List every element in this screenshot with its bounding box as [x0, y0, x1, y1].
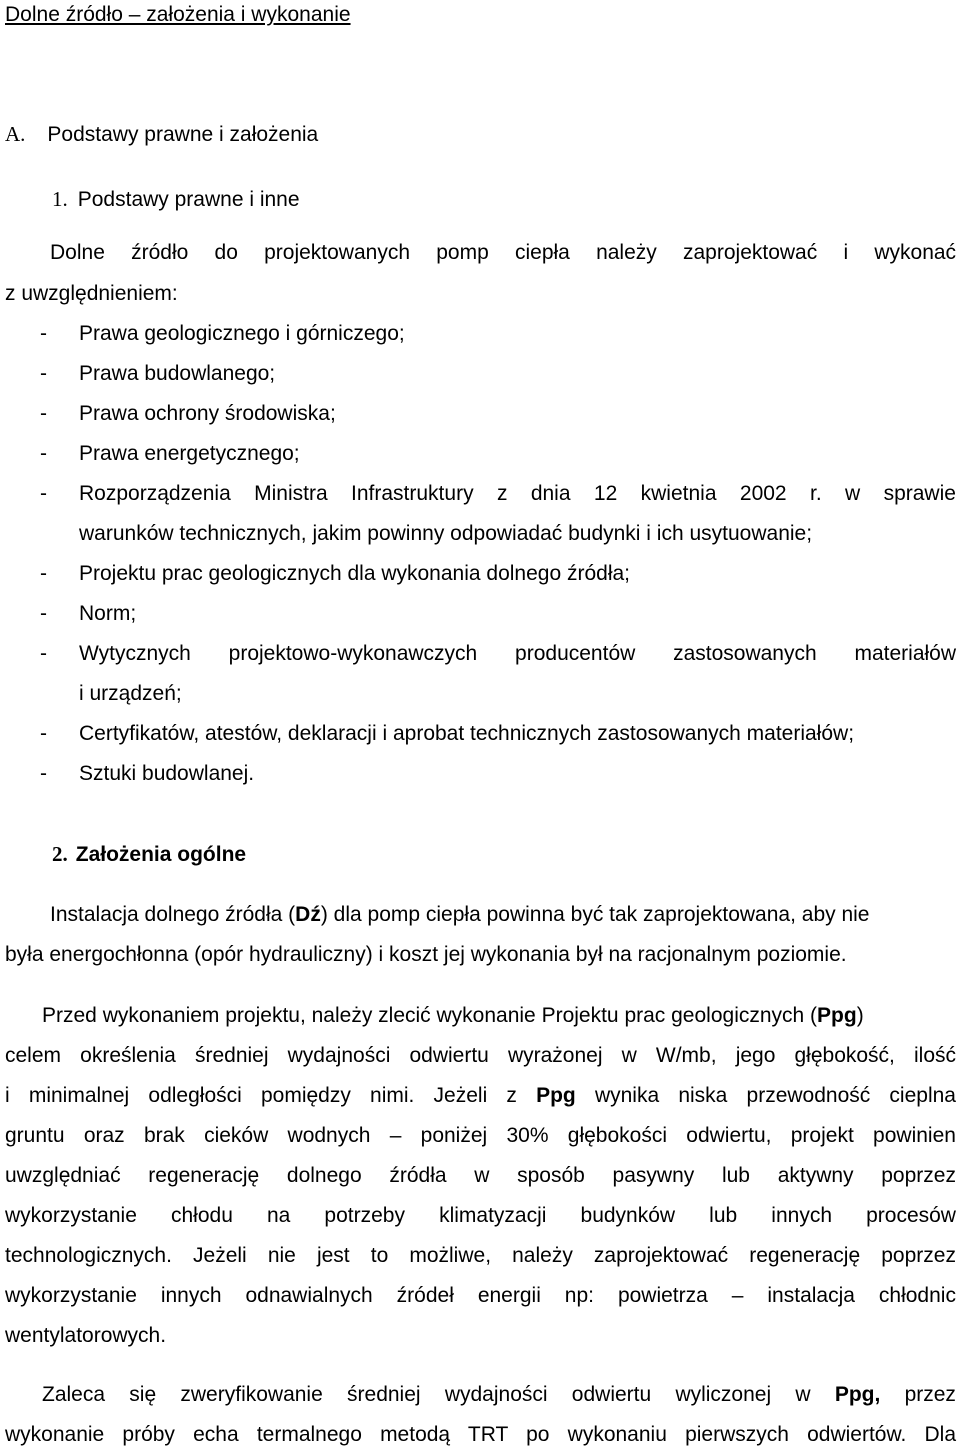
text-word: uwzględniać — [5, 1164, 121, 1187]
text-word: wykonanie — [5, 1423, 105, 1446]
text-word: Ministra — [254, 482, 328, 505]
text-word: należy — [512, 1244, 573, 1267]
paragraph-line — [5, 1422, 956, 1448]
text-word: np: — [564, 1284, 594, 1307]
text-word: projekt — [790, 1124, 854, 1147]
text-word: wyliczonej — [675, 1383, 772, 1406]
text-word: cieplna — [889, 1084, 956, 1107]
text-word: odwiertu, — [686, 1124, 772, 1147]
paragraph-line — [42, 1382, 956, 1408]
list-item-text-line-2: i urządzeń; — [79, 682, 182, 705]
text-word: średniej — [347, 1383, 421, 1406]
text-word: termalnego — [256, 1423, 362, 1446]
list-dash: - — [40, 562, 47, 585]
text-word: jego — [735, 1044, 776, 1067]
text-word: cieków — [204, 1124, 269, 1147]
text-word: regenerację — [749, 1244, 861, 1267]
text-word: wykonaniu — [567, 1423, 667, 1446]
list-item-text: Projektu prac geologicznych dla wykonania dolnego źródła; — [79, 562, 631, 585]
text-word: z — [496, 482, 508, 505]
text-word: z — [506, 1084, 517, 1107]
text-word: jest — [316, 1244, 350, 1267]
text-word: nie — [267, 1244, 296, 1267]
text-word: poprzez — [881, 1164, 956, 1187]
document-title: Dolne źródło – założenia i wykonanie — [5, 3, 351, 26]
text-word: Zaleca — [42, 1383, 106, 1406]
text-word: należy — [596, 241, 657, 264]
list-dash: - — [40, 762, 47, 785]
text-word: zastosowanych — [673, 642, 817, 665]
text-word: się — [129, 1383, 157, 1406]
text-word: chłodu — [170, 1204, 233, 1227]
subsection-1-heading — [52, 186, 300, 213]
text-word: i — [843, 241, 849, 264]
text-run-bold: Ppg — [817, 1004, 857, 1027]
list-dash: - — [40, 642, 47, 665]
text-word: ciepła — [514, 241, 570, 264]
list-item-text: Sztuki budowlanej. — [79, 762, 255, 785]
paragraph-line — [42, 1003, 864, 1029]
list-dash: - — [40, 602, 47, 625]
text-word: celem — [5, 1044, 62, 1067]
text-word: odnawialnych — [245, 1284, 373, 1307]
paragraph-line: wentylatorowych. — [5, 1324, 167, 1347]
text-word: wykonać — [874, 241, 957, 264]
list-item-text: Prawa ochrony środowiska; — [79, 402, 336, 425]
text-word: wykorzystanie — [5, 1284, 137, 1307]
list-dash: - — [40, 402, 47, 425]
paragraph-line — [5, 1283, 956, 1309]
text-word: echa — [193, 1423, 239, 1446]
text-word: źródło — [131, 241, 189, 264]
text-word: Jeżeli — [433, 1084, 488, 1107]
text-word: Rozporządzenia — [79, 482, 231, 505]
text-run: Instalacja dolnego źródła ( — [50, 903, 296, 926]
section-a-heading — [5, 121, 318, 148]
list-dash: - — [40, 482, 47, 505]
list-dash: - — [40, 722, 47, 745]
text-word: niska — [678, 1084, 728, 1107]
text-word: energii — [477, 1284, 541, 1307]
list-dash: - — [40, 362, 47, 385]
text-word: minimalnej — [28, 1084, 130, 1107]
text-word: wynika — [594, 1084, 660, 1107]
paragraph-line — [5, 1043, 956, 1069]
text-word: r. — [809, 482, 822, 505]
text-word: poprzez — [881, 1244, 956, 1267]
subsection-1-number: 1. — [52, 187, 68, 211]
text-word: Dolne — [50, 241, 105, 264]
list-item-text-line-1 — [79, 481, 956, 507]
text-word: 12 — [593, 482, 618, 505]
text-word: wyrażonej — [507, 1044, 603, 1067]
text-word: ilość — [914, 1044, 957, 1067]
text-word: wydajności — [287, 1044, 391, 1067]
text-word: materiałów — [854, 642, 957, 665]
text-word: w — [474, 1164, 490, 1187]
text-word: zweryfikowanie — [180, 1383, 323, 1406]
paragraph-line — [5, 1243, 956, 1269]
text-word: zaprojektować — [683, 241, 818, 264]
text-word: chłodnic — [878, 1284, 956, 1307]
text-word: sposób — [517, 1164, 585, 1187]
text-word: nimi. — [370, 1084, 415, 1107]
text-word: wodnych — [287, 1124, 371, 1147]
subsection-2-title: Założenia ogólne — [75, 843, 247, 866]
subsection-2-heading — [52, 841, 246, 868]
paragraph-line — [5, 1123, 956, 1149]
text-word: na — [266, 1204, 291, 1227]
text-word: projektowo-wykonawczych — [228, 642, 478, 665]
text-word: brak — [143, 1124, 185, 1147]
section-a-title: Podstawy prawne i założenia — [47, 123, 319, 146]
text-word: procesów — [866, 1204, 956, 1227]
text-word: gruntu — [5, 1124, 65, 1147]
text-word: wykorzystanie — [5, 1204, 137, 1227]
text-word: klimatyzacji — [439, 1204, 547, 1227]
intro-line-2: z uwzględnieniem: — [5, 282, 178, 305]
text-word: pierwszych — [685, 1423, 789, 1446]
text-word: 30% — [506, 1124, 549, 1147]
text-word: odwiertów. — [807, 1423, 907, 1446]
text-word: średniej — [194, 1044, 269, 1067]
text-word: sprawie — [883, 482, 956, 505]
paragraph-line — [5, 1163, 956, 1189]
text-word: głębokość, — [794, 1044, 895, 1067]
text-word: TRT — [467, 1423, 508, 1446]
text-word: odległości — [148, 1084, 242, 1107]
text-word: poniżej — [420, 1124, 488, 1147]
text-word: i — [5, 1084, 10, 1107]
text-word: technologicznych. — [5, 1244, 172, 1267]
text-word: 2002 — [739, 482, 787, 505]
text-word: Dla — [924, 1423, 957, 1446]
text-word: W/mb, — [655, 1044, 717, 1067]
text-word: aktywny — [777, 1164, 854, 1187]
text-word: pomiędzy — [260, 1084, 351, 1107]
text-word: Jeżeli — [193, 1244, 247, 1267]
text-word: – — [731, 1284, 744, 1307]
text-word: zaprojektować — [593, 1244, 729, 1267]
paragraph-line — [5, 1203, 956, 1229]
text-word: regenerację — [148, 1164, 260, 1187]
text-word: dolnego — [286, 1164, 362, 1187]
text-word-bold: Ppg, — [834, 1383, 881, 1406]
text-word: przez — [904, 1383, 956, 1406]
text-run-bold: Dź — [295, 903, 321, 926]
text-word: innych — [771, 1204, 832, 1227]
text-word: metodą — [380, 1423, 451, 1446]
text-word: projektowanych — [264, 241, 411, 264]
text-word: potrzeby — [324, 1204, 405, 1227]
text-run: ) — [856, 1004, 864, 1027]
text-word: instalacja — [767, 1284, 855, 1307]
text-word: odwiertu — [571, 1383, 652, 1406]
text-word-bold: Ppg — [536, 1084, 576, 1107]
text-word: określenia — [80, 1044, 176, 1067]
section-a-letter: A. — [5, 122, 26, 146]
text-word: lub — [709, 1204, 738, 1227]
paragraph-line — [50, 902, 869, 928]
list-item-text-line-2: warunków technicznych, jakim powinny odpowiadać budynki i ich usytuowanie; — [79, 522, 813, 545]
text-word: Wytycznych — [79, 642, 191, 665]
list-item-text: Prawa geologicznego i górniczego; — [79, 322, 405, 345]
text-word: źródeł — [396, 1284, 454, 1307]
subsection-2-number: 2. — [52, 842, 68, 866]
intro-line-1 — [50, 240, 956, 266]
text-word: głębokości — [567, 1124, 667, 1147]
text-word: oraz — [83, 1124, 125, 1147]
text-word: wydajności — [444, 1383, 548, 1406]
list-item-text: Norm; — [79, 602, 137, 625]
text-word: możliwe, — [409, 1244, 492, 1267]
text-word: kwietnia — [640, 482, 717, 505]
paragraph-line: była energochłonna (opór hydrauliczny) i koszt jej wykonania był na racjonalnym poziomie. — [5, 943, 847, 966]
text-run: Przed wykonaniem projektu, należy zlecić wykonanie Projektu prac geologicznych ( — [42, 1004, 818, 1027]
list-item-text-line-1 — [79, 641, 956, 667]
text-word: odwiertu — [409, 1044, 489, 1067]
text-word: powietrza — [617, 1284, 708, 1307]
text-word: budynków — [580, 1204, 676, 1227]
paragraph-line — [5, 1083, 956, 1109]
text-word: dnia — [530, 482, 571, 505]
text-word: pomp — [436, 241, 489, 264]
text-word: powinien — [873, 1124, 956, 1147]
text-word: – — [389, 1124, 402, 1147]
list-item-text: Prawa budowlanego; — [79, 362, 276, 385]
text-word: lub — [721, 1164, 750, 1187]
text-run: ) dla pomp ciepła powinna być tak zaprojektowana, aby nie — [320, 903, 870, 926]
list-item-text: Certyfikatów, atestów, deklaracji i aprobat technicznych zastosowanych materiałów; — [79, 722, 855, 745]
text-word: to — [370, 1244, 389, 1267]
text-word: pasywny — [612, 1164, 695, 1187]
text-word: w — [621, 1044, 637, 1067]
text-word: w — [795, 1383, 811, 1406]
text-word: próby — [122, 1423, 175, 1446]
list-dash: - — [40, 322, 47, 345]
text-word: innych — [160, 1284, 222, 1307]
subsection-1-title: Podstawy prawne i inne — [77, 188, 300, 211]
text-word: producentów — [515, 642, 636, 665]
text-word: przewodność — [746, 1084, 871, 1107]
text-word: Infrastruktury — [351, 482, 474, 505]
list-dash: - — [40, 442, 47, 465]
text-word: źródła — [389, 1164, 447, 1187]
text-word: do — [214, 241, 238, 264]
list-item-text: Prawa energetycznego; — [79, 442, 300, 465]
text-word: w — [845, 482, 861, 505]
text-word: po — [526, 1423, 550, 1446]
